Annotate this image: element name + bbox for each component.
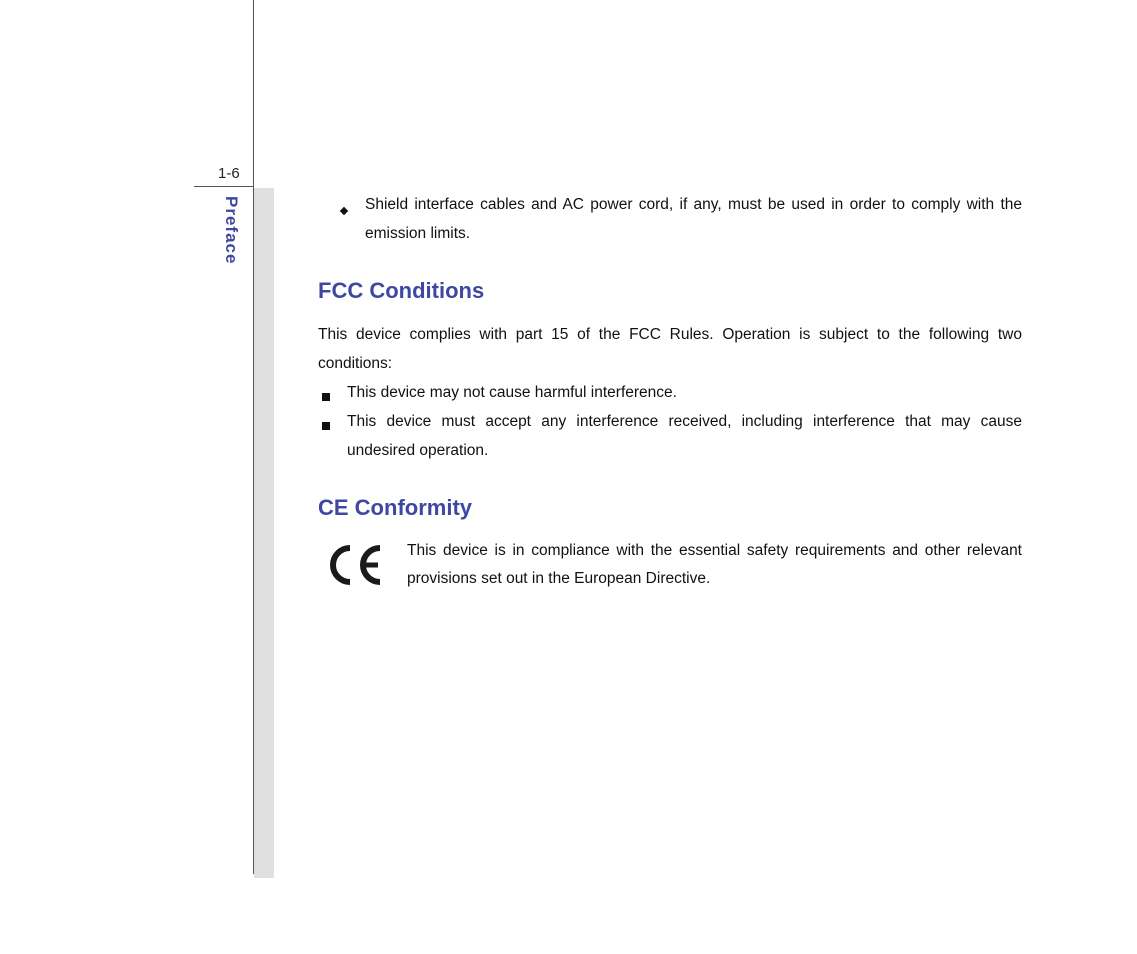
intro-bullet-item (341, 190, 1022, 248)
page-number-rule (194, 186, 254, 187)
intro-bullet-text: Shield interface cables and AC power cord, if any, must be used in order to comply with the emission limits. (365, 196, 1022, 242)
fcc-bullet-item (322, 407, 1022, 465)
section-tab-label: Preface (222, 196, 241, 265)
ce-text: This device is in compliance with the essential safety requirements and other relevant provisions set out in the European Directive. (407, 542, 1022, 587)
ce-mark-logo (326, 543, 384, 592)
margin-gray-bar (254, 188, 274, 878)
fcc-bullet-text: This device may not cause harmful interference. (347, 384, 677, 401)
fcc-bullet-text: This device must accept any interference received, including interference that may cause undesired operation. (347, 413, 1022, 459)
diamond-bullet-icon (341, 190, 365, 248)
square-bullet-icon (322, 407, 347, 465)
square-bullet-icon (322, 378, 347, 407)
fcc-heading: FCC Conditions (318, 278, 485, 303)
fcc-bullet-item (322, 378, 1022, 407)
ce-heading: CE Conformity (318, 495, 472, 520)
fcc-paragraph: This device complies with part 15 of the FCC Rules. Operation is subject to the following two conditions: (318, 326, 1022, 372)
page-number: 1-6 (218, 165, 240, 182)
